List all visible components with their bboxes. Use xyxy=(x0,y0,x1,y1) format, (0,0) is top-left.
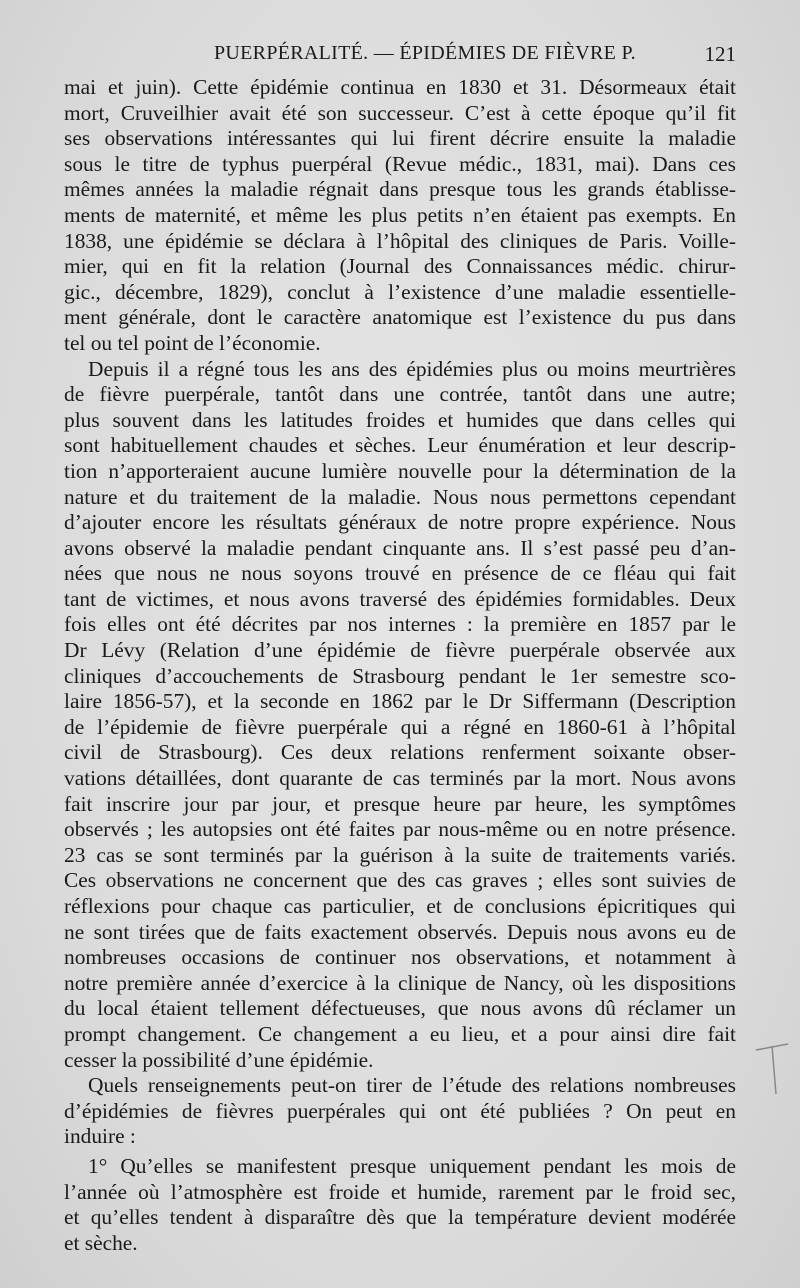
text-line: ne sont tirées que de faits exactement observés. Depuis nous avons eu de xyxy=(64,919,736,944)
paragraph xyxy=(64,1154,736,1256)
text-line: nombreuses occasions de continuer nos observations, et notamment à xyxy=(64,945,736,970)
text-line: d’épidémies de fièvres puerpérales qui ont été publiées ? On peut en xyxy=(64,1098,736,1123)
text-line: 1° Qu’elles se manifestent presque uniquement pendant les mois de xyxy=(88,1153,736,1178)
page-header xyxy=(64,42,736,72)
text-line: 1838, une épidémie se déclara à l’hôpital des cliniques de Paris. Voille- xyxy=(64,228,736,253)
text-line: et sèche. xyxy=(64,1230,138,1255)
text-line: induire : xyxy=(64,1124,136,1149)
paragraph xyxy=(64,357,736,1074)
text-line: plus souvent dans les latitudes froides et humides que dans celles qui xyxy=(64,407,736,432)
text-line: Quels renseignements peut-on tirer de l’étude des relations nombreuses xyxy=(88,1073,736,1098)
text-line: mai et juin). Cette épidémie continua en 1830 et 31. Désormeaux était xyxy=(64,75,736,99)
text-line: mier, qui en fit la relation (Journal des Connaissances médic. chirur- xyxy=(64,254,736,279)
text-line: cliniques d’accouchements de Strasbourg pendant le 1er semestre sco- xyxy=(64,663,736,688)
text-line: Depuis il a régné tous les ans des épidémies plus ou moins meurtrières xyxy=(88,356,736,381)
text-line: Ces observations ne concernent que des cas graves ; elles sont suivies de xyxy=(64,868,736,893)
text-line: sous le titre de typhus puerpéral (Revue médic., 1831, mai). Dans ces xyxy=(64,151,736,176)
paragraph xyxy=(64,1073,736,1150)
text-line: et qu’elles tendent à disparaître dès que la température devient modérée xyxy=(64,1205,736,1230)
running-title: PUERPÉRALITÉ. — ÉPIDÉMIES DE FIÈVRE P. xyxy=(214,42,636,64)
text-line: ments de maternité, et même les plus petits n’en étaient pas exempts. En xyxy=(64,202,736,227)
text-line: fait inscrire jour par jour, et presque heure par heure, les symptômes xyxy=(64,791,736,816)
text-line: de fièvre puerpérale, tantôt dans une contrée, tantôt dans une autre; xyxy=(64,382,736,407)
text-line: tel ou tel point de l’économie. xyxy=(64,330,321,355)
text-line: gic., décembre, 1829), conclut à l’existence d’une maladie essentielle- xyxy=(64,279,736,304)
text-line: d’ajouter encore les résultats généraux de notre propre expérience. Nous xyxy=(64,510,736,535)
text-line: avons observé la maladie pendant cinquante ans. Il s’est passé peu d’an- xyxy=(64,535,736,560)
text-line: mêmes années la maladie régnait dans presque tous les grands établisse- xyxy=(64,177,736,202)
text-line: ses observations intéressantes qui lui firent décrire ensuite la maladie xyxy=(64,126,736,151)
text-line: prompt changement. Ce changement a eu lieu, et a pour ainsi dire fait xyxy=(64,1021,736,1046)
body-text xyxy=(64,75,736,1256)
text-line: vations détaillées, dont quarante de cas terminés par la mort. Nous avons xyxy=(64,766,736,791)
text-line: notre première année d’exercice à la clinique de Nancy, où les dispositions xyxy=(64,970,736,995)
page-number: 121 xyxy=(704,42,736,66)
text-line: laire 1856-57), et la seconde en 1862 par le Dr Siffermann (Description xyxy=(64,689,736,714)
text-line: fois elles ont été décrites par nos internes : la première en 1857 par le xyxy=(64,612,736,637)
margin-pencil-mark xyxy=(752,1030,792,1100)
text-line: réflexions pour chaque cas particulier, et de conclusions épicritiques qui xyxy=(64,894,736,918)
text-line: cesser la possibilité d’une épidémie. xyxy=(64,1047,374,1072)
text-line: tion n’apporteraient aucune lumière nouvelle pour la détermination de la xyxy=(64,458,736,483)
text-line: Dr Lévy (Relation d’une épidémie de fièvre puerpérale observée aux xyxy=(64,638,736,663)
text-line: 23 cas se sont terminés par la guérison à la suite de traitements variés. xyxy=(64,842,736,867)
text-line: du local étaient tellement défectueuses, que nous avons dû réclamer un xyxy=(64,996,736,1021)
text-line: civil de Strasbourg). Ces deux relations renferment soixante obser- xyxy=(64,740,736,765)
text-line: observés ; les autopsies ont été faites par nous-même ou en notre présence. xyxy=(64,817,736,842)
paragraph xyxy=(64,75,736,357)
text-line: nature et du traitement de la maladie. Nous nous permettons cependant xyxy=(64,484,736,509)
text-line: l’année où l’atmosphère est froide et humide, rarement par le froid sec, xyxy=(64,1179,736,1204)
text-line: mort, Cruveilhier avait été son successeur. C’est à cette époque qu’il fit xyxy=(64,100,736,125)
text-line: sont habituellement chaudes et sèches. Leur énumération et leur descrip- xyxy=(64,433,736,458)
text-line: de l’épidemie de fièvre puerpérale qui a régné en 1860-61 à l’hôpital xyxy=(64,714,736,739)
text-line: ment générale, dont le caractère anatomique est l’existence du pus dans xyxy=(64,305,736,330)
text-line: nées que nous ne nous soyons trouvé en présence de ce fléau qui fait xyxy=(64,561,736,586)
text-line: tant de victimes, et nous avons traversé des épidémies formidables. Deux xyxy=(64,586,736,611)
